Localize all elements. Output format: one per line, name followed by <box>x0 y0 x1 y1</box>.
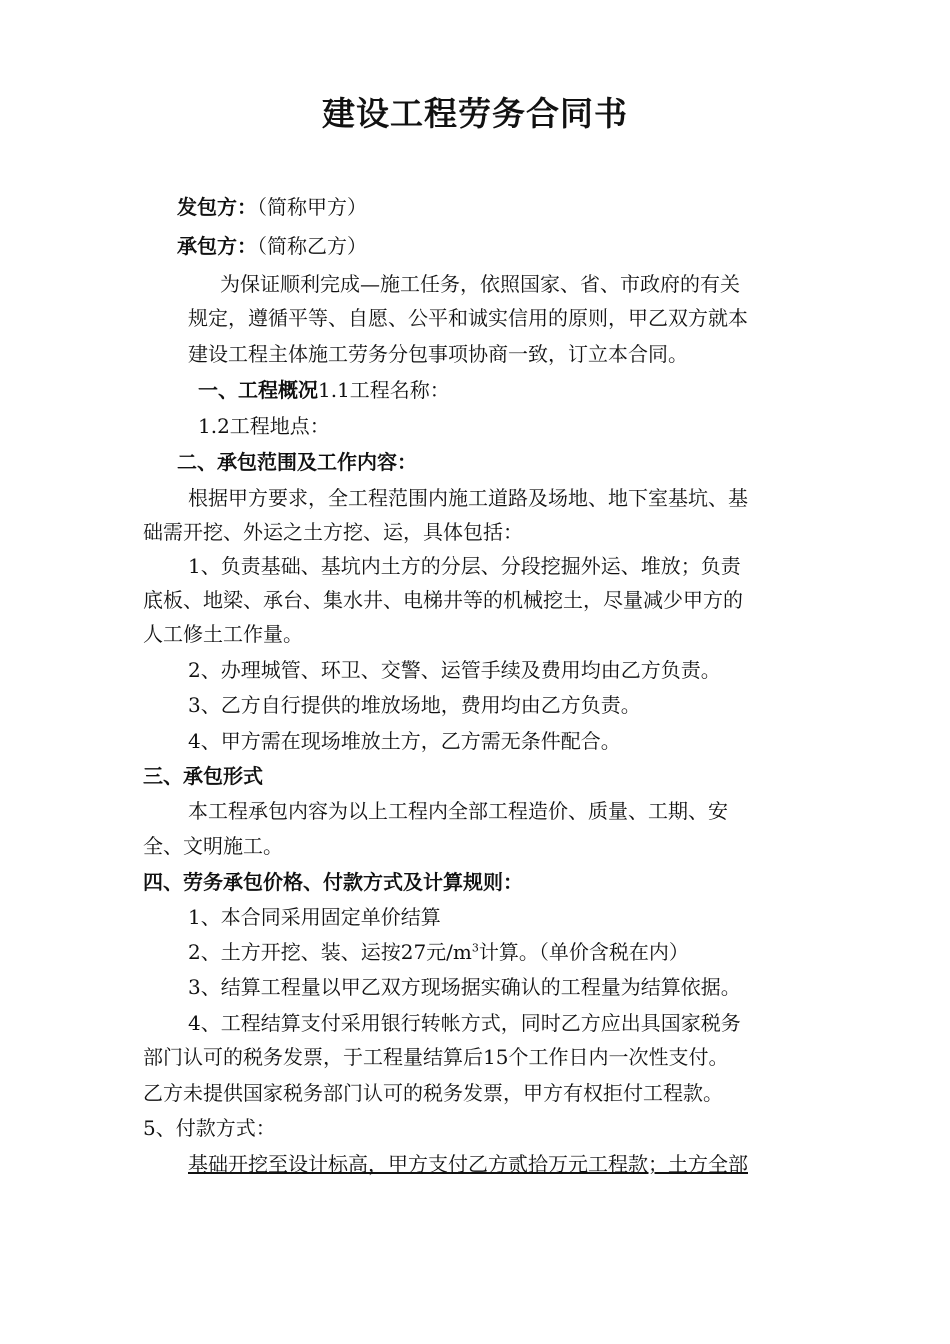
section-4-item-4-line-2: 部门认可的税务发票，于工程量结算后15个工作日内一次性支付。 <box>143 1045 729 1069</box>
section-2-item-4: 4、甲方需在现场堆放土方，乙方需无条件配合。 <box>188 729 621 753</box>
party-a-line <box>177 193 367 221</box>
section-3-heading: 三、承包形式 <box>143 764 263 788</box>
cubic-superscript: 3 <box>471 941 479 955</box>
section-4-item-1: 1、本合同采用固定单价结算 <box>188 905 441 929</box>
section-4-item-2-text-end: 计算。（单价含税在内） <box>478 940 689 964</box>
section-1-heading: 一、工程概况 <box>198 378 318 402</box>
party-b-value: （简称乙方） <box>257 234 367 258</box>
section-4-item-5: 5、付款方式： <box>143 1116 276 1140</box>
section-2-item-3: 3、乙方自行提供的堆放场地，费用均由乙方负责。 <box>188 693 641 717</box>
section-1-line <box>198 376 450 404</box>
intro-line-1: 为保证顺利完成—施工任务，依照国家、省、市政府的有关 <box>220 272 740 296</box>
section-2-item-1-line-3: 人工修土工作量。 <box>143 622 303 646</box>
section-2-item-2: 2、办理城管、环卫、交警、运管手续及费用均由乙方负责。 <box>188 658 721 682</box>
section-1-item-2: 1.2工程地点： <box>198 414 330 438</box>
party-a-value: （简称甲方） <box>257 195 367 219</box>
section-4-item-2-text: 2、土方开挖、装、运按27元/m <box>188 940 472 964</box>
section-2-item-1-line-1: 1、负责基础、基坑内土方的分层、分段挖掘外运、堆放；负责 <box>188 554 741 578</box>
section-4-item-4-line-1: 4、工程结算支付采用银行转帐方式，同时乙方应出具国家税务 <box>188 1011 741 1035</box>
party-a-label: 发包方： <box>177 195 257 219</box>
section-4-item-3: 3、结算工程量以甲乙双方现场据实确认的工程量为结算依据。 <box>188 975 741 999</box>
party-b-label: 承包方： <box>177 234 257 258</box>
payment-terms-line: 基础开挖至设计标高，甲方支付乙方贰拾万元工程款；土方全部 <box>188 1152 748 1176</box>
section-2-para-line-1: 根据甲方要求，全工程范围内施工道路及场地、地下室基坑、基 <box>188 486 748 510</box>
section-1-item-1: 1.1工程名称： <box>318 378 450 402</box>
document-title: 建设工程劳务合同书 <box>322 94 628 133</box>
section-2-item-1-line-2: 底板、地梁、承台、集水井、电梯井等的机械挖土，尽量减少甲方的 <box>143 588 743 612</box>
section-4-heading: 四、劳务承包价格、付款方式及计算规则： <box>143 870 523 894</box>
section-3-para-line-1: 本工程承包内容为以上工程内全部工程造价、质量、工期、安 <box>188 799 728 823</box>
section-2-para-line-2: 础需开挖、外运之土方挖、运，具体包括： <box>143 520 523 544</box>
section-4-item-2 <box>188 938 689 966</box>
party-b-line <box>177 232 367 260</box>
section-3-para-line-2: 全、文明施工。 <box>143 834 283 858</box>
intro-line-2: 规定，遵循平等、自愿、公平和诚实信用的原则，甲乙双方就本 <box>188 306 748 330</box>
intro-line-3: 建设工程主体施工劳务分包事项协商一致，订立本合同。 <box>188 342 688 366</box>
section-4-item-4-line-3: 乙方未提供国家税务部门认可的税务发票，甲方有权拒付工程款。 <box>143 1081 723 1105</box>
section-2-heading: 二、承包范围及工作内容： <box>177 450 417 474</box>
